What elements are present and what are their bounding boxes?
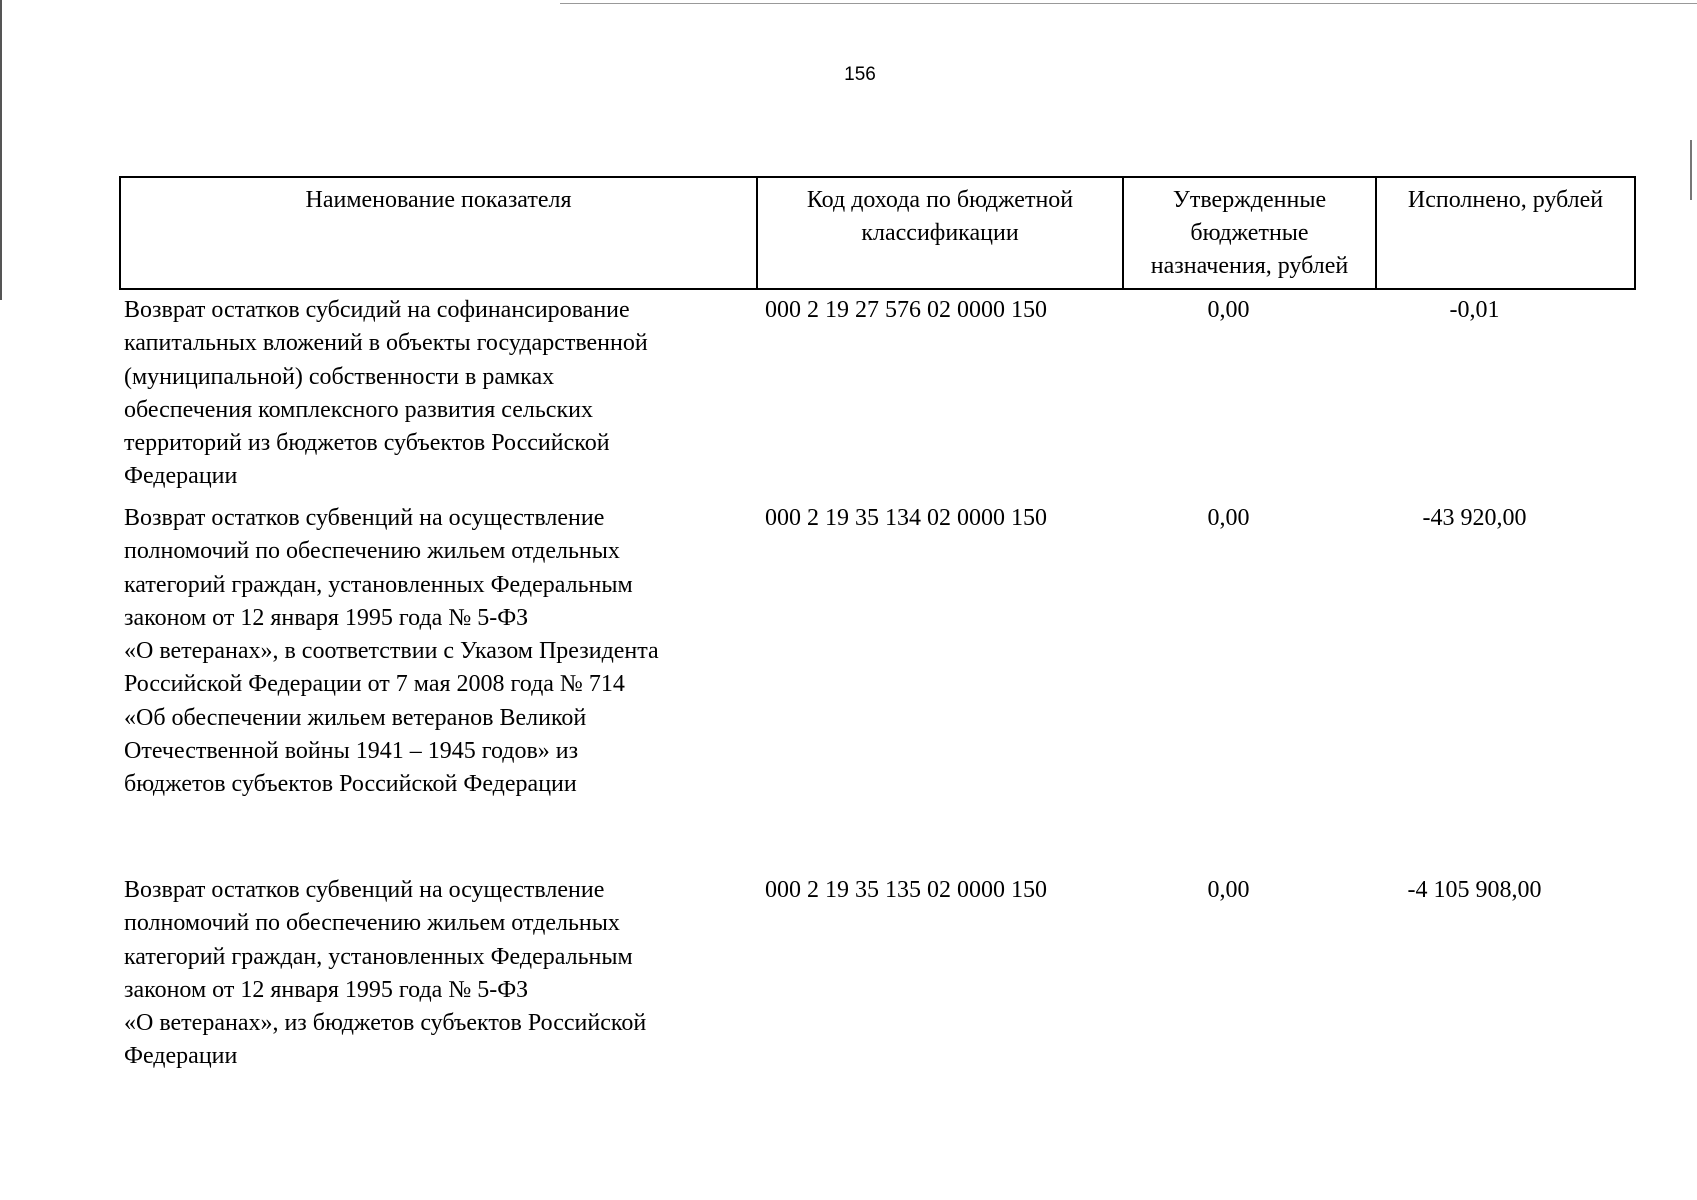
row-name: Возврат остатков субвенций на осуществление полномочий по обеспечению жильем отдельных категорий граждан, установленных Федеральным законом от 12 января 1995 года № 5-ФЗ «О ветеранах», в соответствии с Указом Президента Российской Федерации от 7 мая 2008 года № 714 «Об обеспечении жильем ветеранов Великой Отечественной войны 1941 – 1945 годов» из бюджетов субъектов Российской Федерации <box>124 505 659 798</box>
row-code: 000 2 19 35 134 02 0000 150 <box>765 505 1047 531</box>
row-executed: -0,01 <box>1449 297 1500 323</box>
row-code: 000 2 19 35 135 02 0000 150 <box>765 877 1047 903</box>
row-name: Возврат остатков субвенций на осуществление полномочий по обеспечению жильем отдельных категорий граждан, установленных Федеральным законом от 12 января 1995 года № 5-ФЗ «О ветеранах», из бюджетов субъектов Российской Федерации <box>124 877 647 1070</box>
header-code: Код дохода по бюджетной классификации <box>757 177 1123 289</box>
row-approved: 0,00 <box>1207 505 1250 531</box>
header-approved: Утвержденные бюджетные назначения, рублей <box>1123 177 1376 289</box>
row-approved: 0,00 <box>1207 877 1250 903</box>
page-number: 156 <box>844 64 876 85</box>
row-approved: 0,00 <box>1207 297 1250 323</box>
row-name: Возврат остатков субсидий на софинансирование капитальных вложений в объекты государственной (муниципальной) собственности в рамках обеспечения комплексного развития сельских территорий из бюджетов субъектов Российской Федерации <box>124 297 648 490</box>
header-row <box>120 177 1635 289</box>
header-name: Наименование показателя <box>120 177 757 289</box>
row-code: 000 2 19 27 576 02 0000 150 <box>765 297 1047 323</box>
header-executed: Исполнено, рублей <box>1376 177 1635 289</box>
row-executed: -43 920,00 <box>1422 505 1527 531</box>
scan-edge-right <box>1690 140 1692 200</box>
scan-edge-top <box>560 3 1697 4</box>
row-executed: -4 105 908,00 <box>1407 877 1542 903</box>
table-header <box>119 176 1636 290</box>
scan-edge-left <box>0 0 2 300</box>
